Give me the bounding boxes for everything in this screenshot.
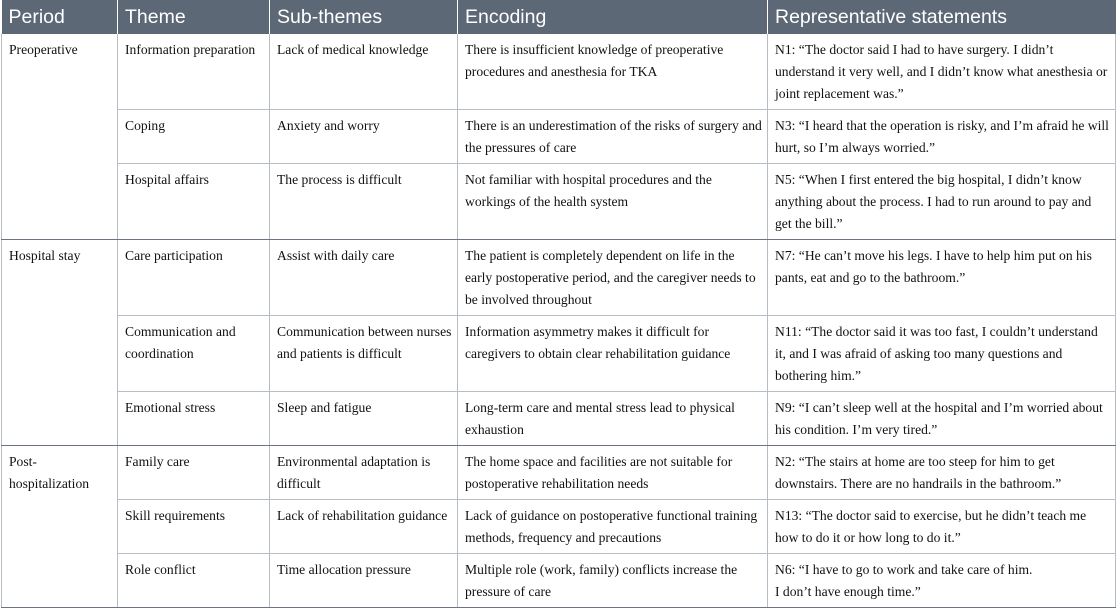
sub-theme-cell: Assist with daily care [270, 240, 458, 316]
statement-cell: N1: “The doctor said I had to have surgery. I didn’t understand it very well, and I didn’t know what anesthesia or joint replacement was.” [768, 34, 1116, 110]
table-row [2, 316, 1116, 392]
sub-theme-cell: Anxiety and worry [270, 110, 458, 164]
table-header [2, 0, 1116, 34]
statement-cell: N11: “The doctor said it was too fast, I couldn’t understand it, and I was afraid of asking too many questions and bothering him.” [768, 316, 1116, 392]
header-theme: Theme [118, 0, 270, 34]
theme-cell: Coping [118, 110, 270, 164]
statement-cell: N7: “He can’t move his legs. I have to help him put on his pants, eat and go to the bathroom.” [768, 240, 1116, 316]
theme-cell: Role conflict [118, 554, 270, 608]
sub-theme-cell: Environmental adaptation is difficult [270, 446, 458, 500]
theme-cell: Emotional stress [118, 392, 270, 446]
encoding-cell: The patient is completely dependent on life in the early postoperative period, and the caregiver needs to be involved throughout [458, 240, 768, 316]
theme-cell: Hospital affairs [118, 164, 270, 240]
statement-cell: N5: “When I first entered the big hospital, I didn’t know anything about the process. I had to run around to pay and get the bill.” [768, 164, 1116, 240]
sub-theme-cell: Time allocation pressure [270, 554, 458, 608]
header-sub-themes: Sub-themes [270, 0, 458, 34]
period-cell: Hospital stay [2, 240, 118, 446]
theme-cell: Information preparation [118, 34, 270, 110]
encoding-cell: Multiple role (work, family) conflicts increase the pressure of care [458, 554, 768, 608]
sub-theme-cell: The process is difficult [270, 164, 458, 240]
table-row [2, 554, 1116, 608]
theme-cell: Skill requirements [118, 500, 270, 554]
themes-table [1, 0, 1116, 608]
header-row [2, 0, 1116, 34]
theme-cell: Communication and coordination [118, 316, 270, 392]
theme-cell: Family care [118, 446, 270, 500]
encoding-cell: There is an underestimation of the risks of surgery and the pressures of care [458, 110, 768, 164]
table-row [2, 446, 1116, 500]
statement-cell: N9: “I can’t sleep well at the hospital and I’m worried about his condition. I’m very tired.” [768, 392, 1116, 446]
period-cell: Post-hospitalization [2, 446, 118, 608]
header-period: Period [2, 0, 118, 34]
statement-cell: N6: “I have to go to work and take care of him. I don’t have enough time.” [768, 554, 1116, 608]
table-body [2, 34, 1116, 608]
table-row [2, 110, 1116, 164]
statement-cell: N13: “The doctor said to exercise, but he didn’t teach me how to do it or how long to do it.” [768, 500, 1116, 554]
encoding-cell: There is insufficient knowledge of preoperative procedures and anesthesia for TKA [458, 34, 768, 110]
table-row [2, 240, 1116, 316]
sub-theme-cell: Lack of rehabilitation guidance [270, 500, 458, 554]
encoding-cell: Information asymmetry makes it difficult for caregivers to obtain clear rehabilitation guidance [458, 316, 768, 392]
encoding-cell: Long-term care and mental stress lead to physical exhaustion [458, 392, 768, 446]
header-encoding: Encoding [458, 0, 768, 34]
statement-cell: N3: “I heard that the operation is risky, and I’m afraid he will hurt, so I’m always worried.” [768, 110, 1116, 164]
theme-cell: Care participation [118, 240, 270, 316]
encoding-cell: The home space and facilities are not suitable for postoperative rehabilitation needs [458, 446, 768, 500]
sub-theme-cell: Lack of medical knowledge [270, 34, 458, 110]
header-representative-statements: Representative statements [768, 0, 1116, 34]
table-row [2, 500, 1116, 554]
table-row [2, 392, 1116, 446]
sub-theme-cell: Communication between nurses and patients is difficult [270, 316, 458, 392]
period-cell: Preoperative [2, 34, 118, 240]
table-row [2, 164, 1116, 240]
encoding-cell: Lack of guidance on postoperative functional training methods, frequency and precautions [458, 500, 768, 554]
encoding-cell: Not familiar with hospital procedures and the workings of the health system [458, 164, 768, 240]
sub-theme-cell: Sleep and fatigue [270, 392, 458, 446]
statement-cell: N2: “The stairs at home are too steep for him to get downstairs. There are no handrails in the bathroom.” [768, 446, 1116, 500]
table-row [2, 34, 1116, 110]
